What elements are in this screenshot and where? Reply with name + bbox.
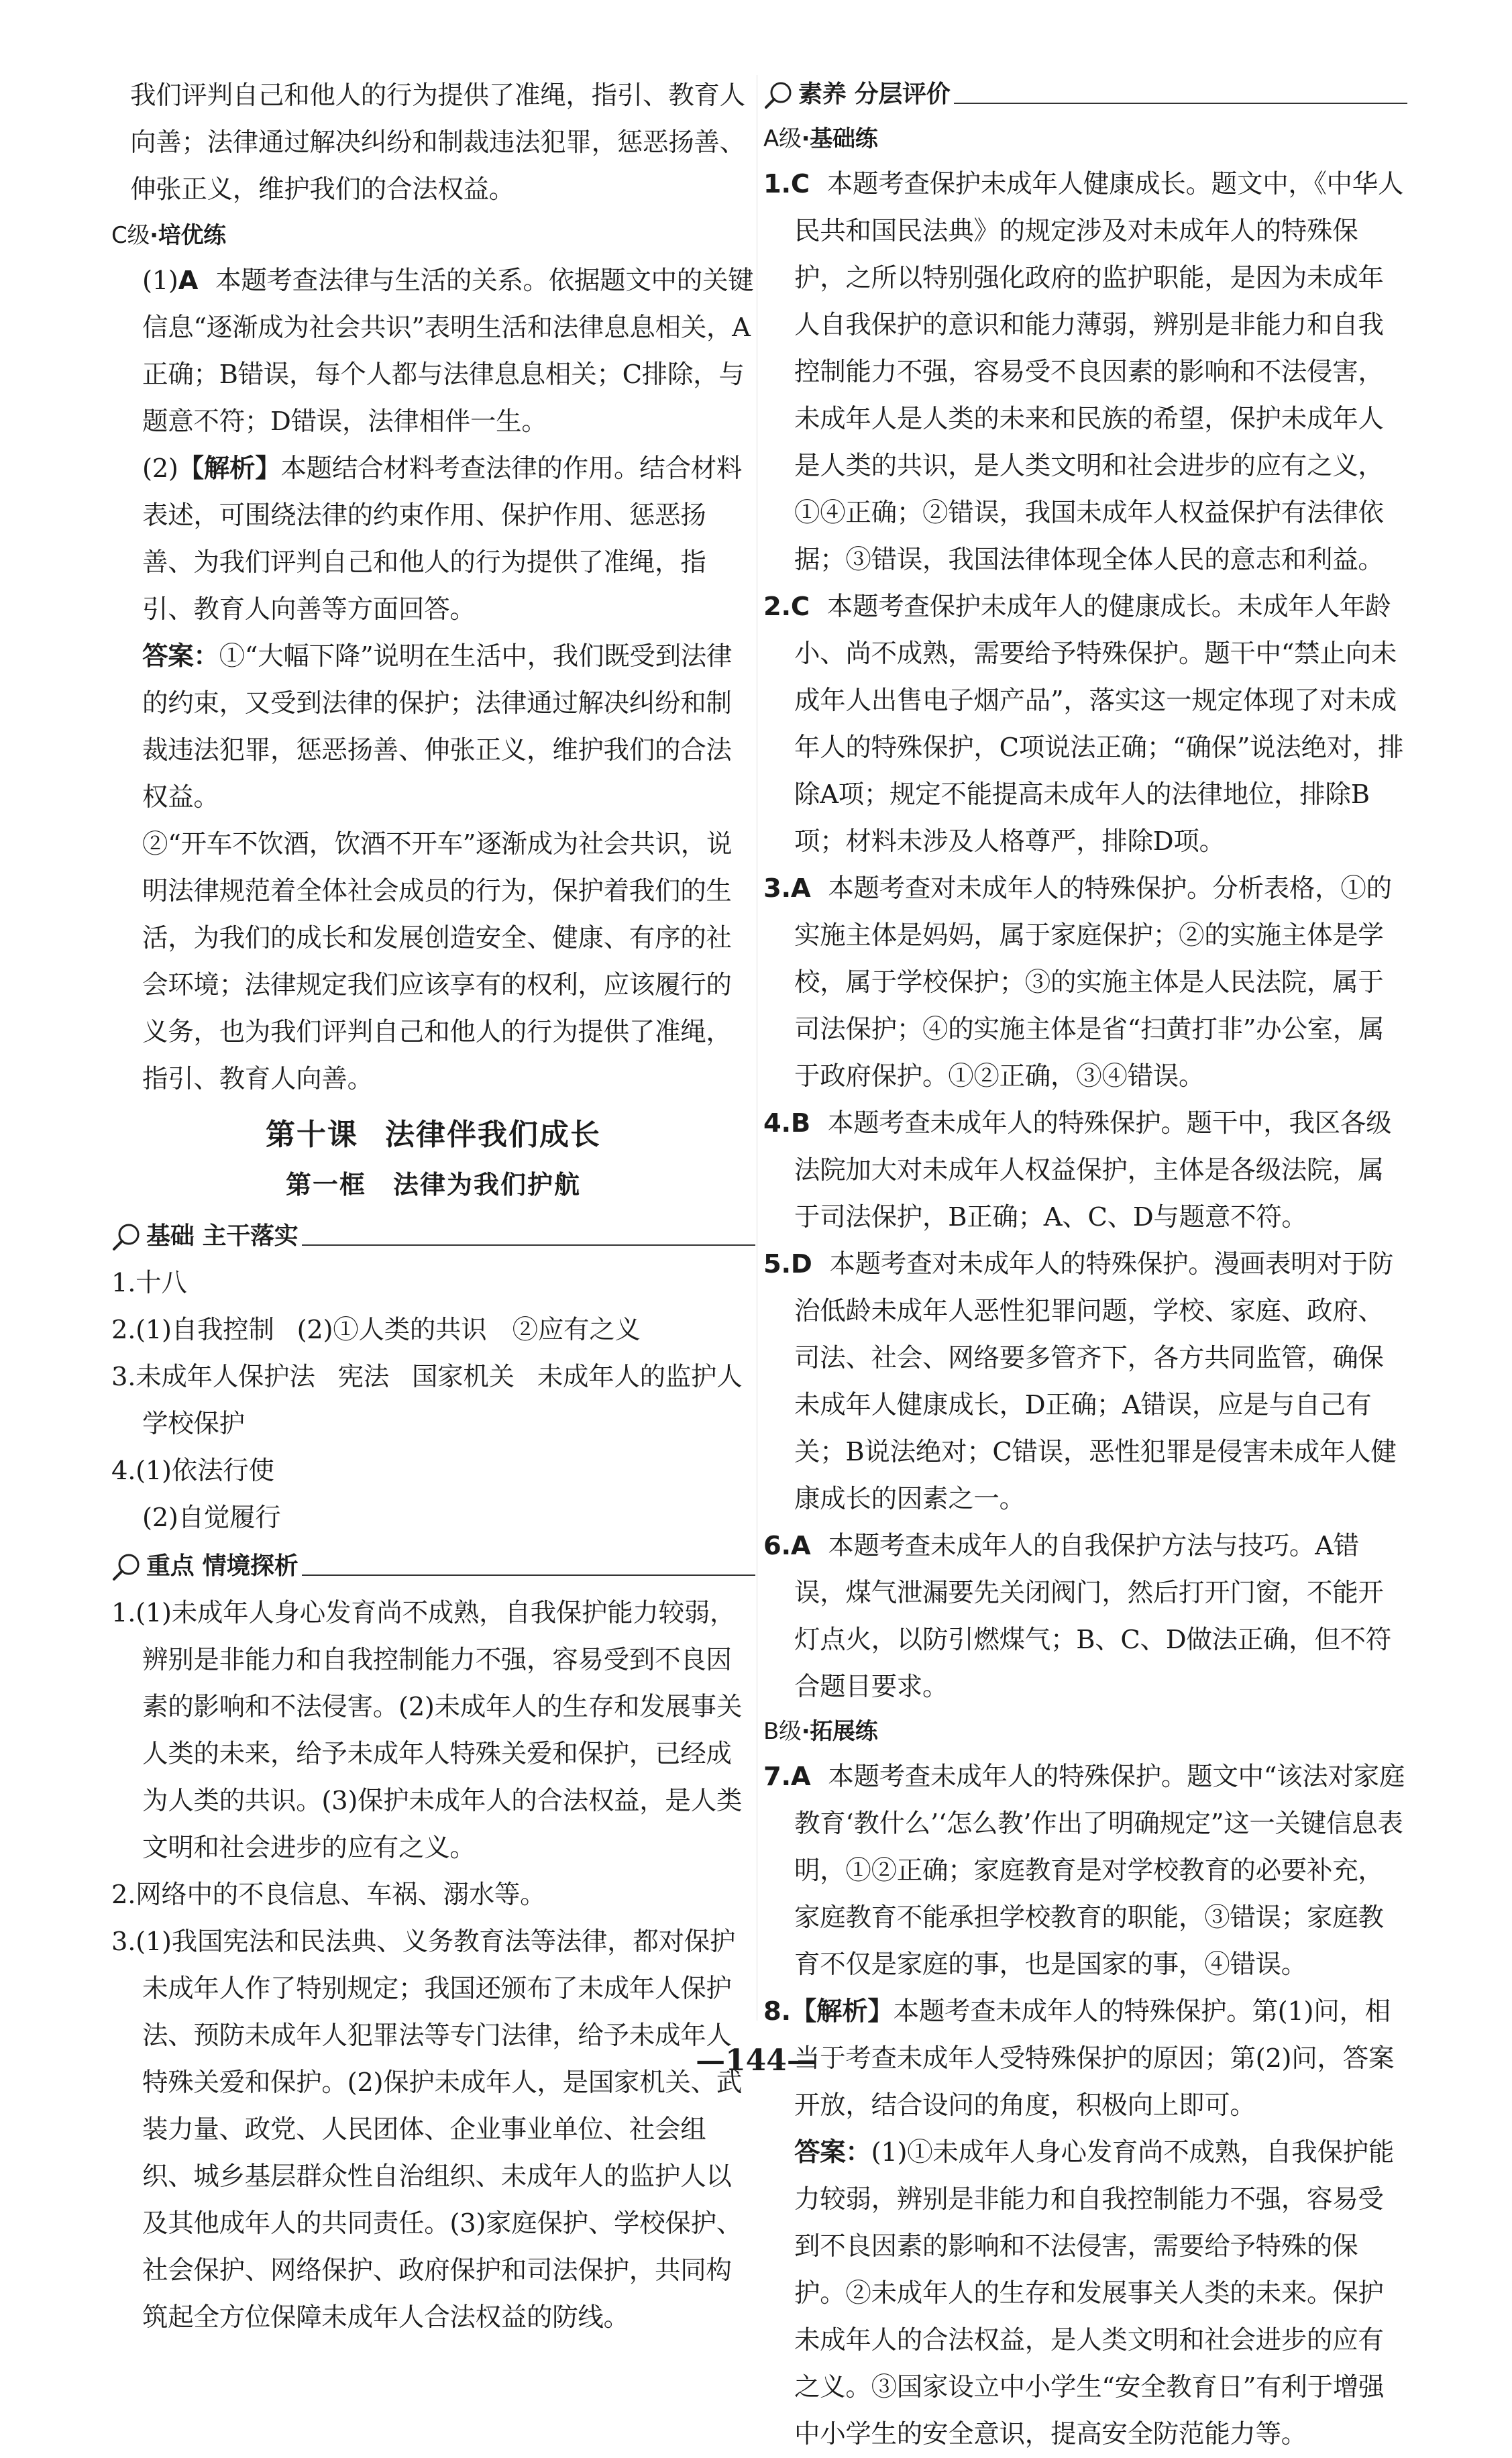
magnifier-icon: [111, 1221, 142, 1252]
list-item: 3.(1)我国宪法和民法典、义务教育法等法律，都对保护未成年人作了特别规定；我国还颁布了未成年人保护法、预防未成年人犯罪法等专门法律，给予未成年人特殊关爱和保护。(2)保护未成年人，是国家机关、武装力量、政党、人民团体、企业事业单位、社会组织、城乡基层群众性自治组织、未成年人的监护人以及其他成年人的共同责任。(3)家庭保护、学校保护、社会保护、网络保护、政府保护和司法保护，共同构筑起全方位保障未成年人合法权益的防线。: [111, 1927, 743, 2333]
question-item: 6.A 本题考查未成年人的自我保护方法与技巧。A错误，煤气泄漏要先关闭阀门，然后打开门窗，不能开灯点火，以防引燃煤气；B、C、D做法正确，但不符合题目要求。: [763, 1531, 1391, 1702]
c-question-2: (2)【解析】本题结合材料考查法律的作用。结合材料表述，可围绕法律的约束作用、保护作用、惩恶扬善、为我们评判自己和他人的行为提供了准绳，指引、教育人向善等方面回答。: [142, 453, 743, 625]
question-item: 1.C 本题考查保护未成年人健康成长。题文中，《中华人民共和国民法典》的规定涉及对未成年人的特殊保护，之所以特别强化政府的监护职能，是因为未成年人自我保护的意识和能力薄弱，辨别是非能力和自我控制能力不强，容易受不良因素的影响和不法侵害，未成年人是人类的未来和民族的希望，保护未成年人是人类的共识，是人类文明和社会进步的应有之义，①④正确；②错误，我国未成年人权益保护有法律依据；③错误，我国法律体现全体人民的意志和利益。: [763, 169, 1404, 575]
list-item: 2.网络中的不良信息、车祸、溺水等。: [111, 1880, 546, 1910]
level-b-heading: B级·拓展练: [763, 1718, 878, 1745]
list-item: 1.(1)未成年人身心发育尚不成熟，自我保护能力较弱，辨别是非能力和自我控制能力不强，容易受到不良因素的影响和不法侵害。(2)未成年人的生存和发展事关人类的未来，给予未成年人特殊关爱和保护，已经成为人类的共识。(3)保护未成年人的合法权益，是人类文明和社会进步的应有之义。: [111, 1598, 743, 1863]
list-item: 4.(1)依法行使: [111, 1456, 274, 1486]
level-c-heading: C级·培优练: [111, 222, 226, 249]
section-heading-evaluation: 素养 分层评价: [763, 72, 1407, 117]
focus-list: [111, 1590, 755, 2341]
question-item: 3.A 本题考查对未成年人的特殊保护。分析表格，①的实施主体是妈妈，属于家庭保护；②的实施主体是学校，属于学校保护；③的实施主体是人民法院，属于司法保护；④的实施主体是省“扫黄打非”办公室，属于政府保护。①②正确，③④错误。: [763, 873, 1392, 1091]
level-a-questions: [763, 161, 1407, 1711]
section-heading-basics: 基础 主干落实: [111, 1214, 755, 1259]
right-column: [763, 72, 1407, 2458]
magnifier-icon: [763, 79, 794, 110]
question-8-answer: 答案：(1)①未成年人身心发育尚不成熟，自我保护能力较弱，辨别是非能力和自我控制能力不强，容易受到不良因素的影响和不法侵害，需要给予特殊的保护。②未成年人的生存和发展事关人类的未来。保护未成年人的合法权益，是人类文明和社会进步的应有之义。③国家设立中小学生“安全教育日”有利于增强中小学生的安全意识，提高安全防范能力等。: [794, 2137, 1395, 2449]
question-item: 8.【解析】本题考查未成年人的特殊保护。第(1)问，相当于考查未成年人受特殊保护的原因；第(2)问，答案开放，结合设问的角度，积极向上即可。: [763, 1996, 1395, 2121]
list-item: 3.未成年人保护法 宪法 国家机关 未成年人的监护人: [111, 1362, 743, 1392]
intro-paragraph: 我们评判自己和他人的行为提供了准绳，指引、教育人向善；法律通过解决纠纷和制裁违法犯罪，惩恶扬善、伸张正义，维护我们的合法权益。: [130, 81, 745, 205]
page-number: —144—: [696, 2043, 816, 2078]
list-item: 1.十八: [111, 1268, 187, 1298]
question-item: 7.A 本题考查未成年人的特殊保护。题文中“该法对家庭教育‘教什么’‘怎么教’作出了明确规定”这一关键信息表明，①②正确；家庭教育是对学校教育的必要补充，家庭教育不能承担学校教育的职能，③错误；家庭教育不仅是家庭的事，也是国家的事，④错误。: [763, 1762, 1405, 1980]
question-item: 5.D 本题考查对未成年人的特殊保护。漫画表明对于防治低龄未成年人恶性犯罪问题，学校、家庭、政府、司法、社会、网络要多管齐下，各方共同监管，确保未成年人健康成长，D正确；A错误，应是与自己有关；B说法绝对；C错误，恶性犯罪是侵害未成年人健康成长的因素之一。: [763, 1249, 1397, 1514]
list-item: 学校保护: [142, 1409, 245, 1439]
list-item: (2)自觉履行: [142, 1503, 281, 1533]
c-answer-2: ②“开车不饮酒，饮酒不开车”逐渐成为社会共识，说明法律规范着全体社会成员的行为，保护着我们的生活，为我们的成长和发展创造安全、健康、有序的社会环境；法律规定我们应该享有的权利，应该履行的义务，也为我们评判自己和他人的行为提供了准绳，指引、教育人向善。: [142, 829, 733, 1094]
answer-letter: A: [178, 266, 199, 296]
frame-title: 第一框 法律为我们护航: [285, 1170, 582, 1199]
left-column: [111, 72, 755, 2341]
question-item: 2.C 本题考查保护未成年人的健康成长。未成年人年龄小、尚不成熟，需要给予特殊保护。题干中“禁止向未成年人出售电子烟产品”，落实这一规定体现了对未成年人的特殊保护，C项说法正确；“确保”说法绝对，排除A项；规定不能提高未成年人的法律地位，排除B项；材料未涉及人格尊严，排除D项。: [763, 592, 1404, 857]
lesson-title: 第十课 法律伴我们成长: [266, 1118, 601, 1152]
list-item: 2.(1)自我控制 (2)①人类的共识 ②应有之义: [111, 1315, 641, 1345]
heading-underline: [954, 103, 1407, 104]
magnifier-icon: [111, 1551, 142, 1582]
heading-underline: [302, 1244, 755, 1246]
question-item: 4.B 本题考查未成年人的特殊保护。题干中，我区各级法院加大对未成年人权益保护，主体是各级法院，属于司法保护，B正确；A、C、D与题意不符。: [763, 1108, 1392, 1232]
c-question-1: (1)A 本题考查法律与生活的关系。依据题文中的关键信息“逐渐成为社会共识”表明生活和法律息息相关，A正确；B错误，每个人都与法律息息相关；C排除，与题意不符；D错误，法律相伴一生。: [142, 266, 754, 437]
section-heading-focus: 重点 情境探析: [111, 1544, 755, 1589]
heading-underline: [302, 1574, 755, 1576]
level-a-heading: A级·基础练: [763, 125, 878, 152]
basics-list: [111, 1260, 755, 1542]
c-answer-1: 答案：①“大幅下降”说明在生活中，我们既受到法律的约束，又受到法律的保护；法律通过解决纠纷和制裁违法犯罪，惩恶扬善、伸张正义，维护我们的合法权益。: [142, 641, 733, 812]
